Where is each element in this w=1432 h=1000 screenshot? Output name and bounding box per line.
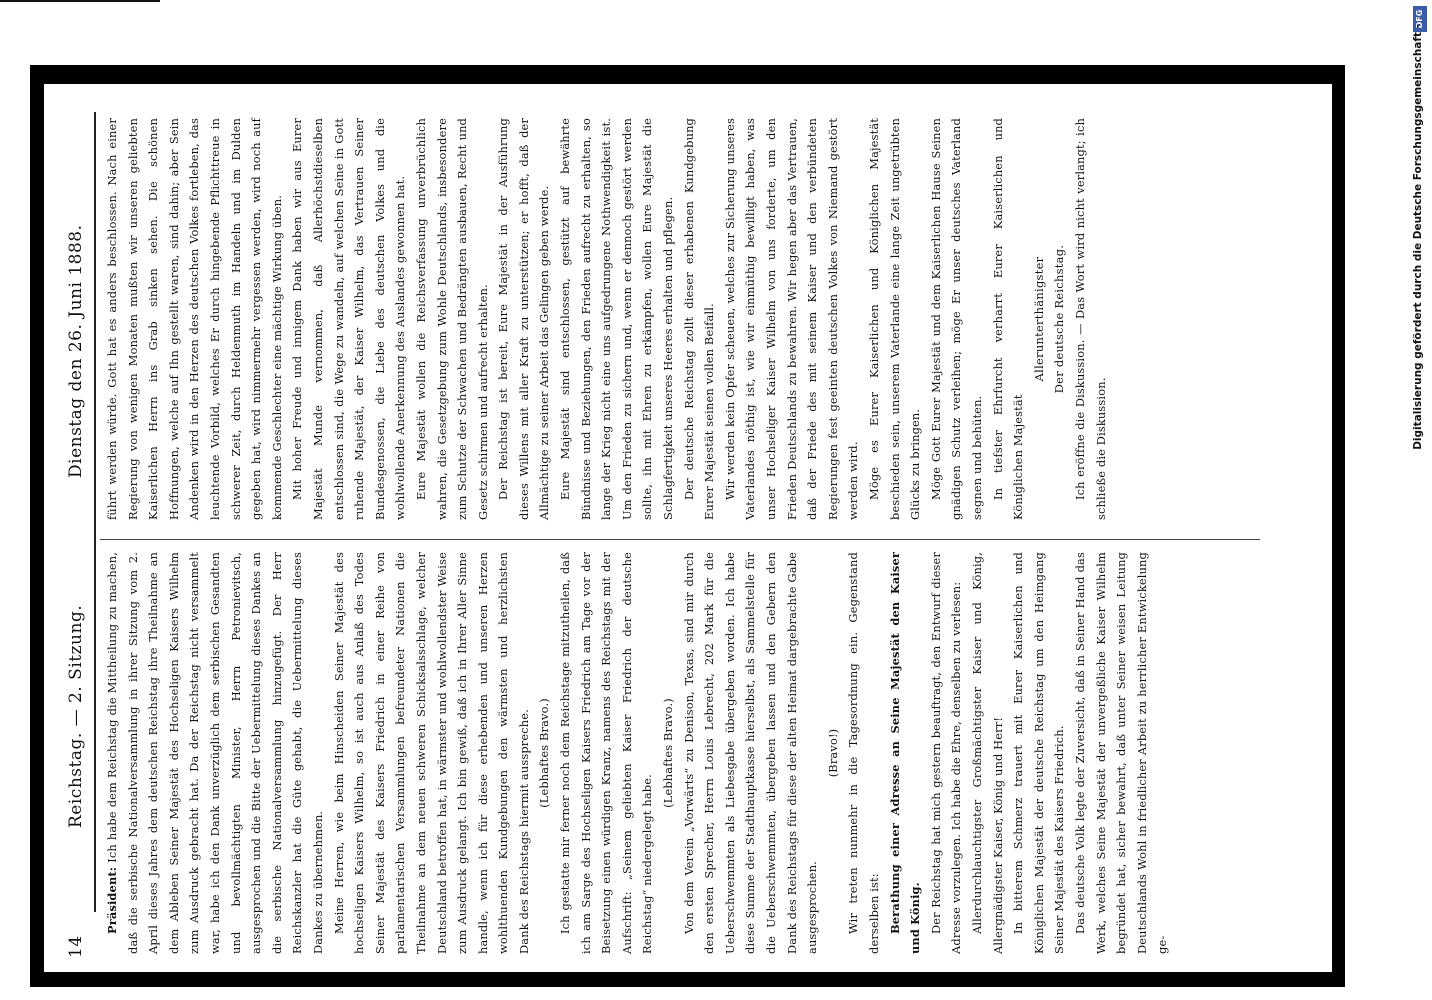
paragraph: Mit hoher Freude und innigem Dank haben wir aus Eurer Majestät Munde vernommen, daß Allerhöchstdieselben entschlossen sind, die Wege zu wandeln, auf welchen Seine in Gott ruhende Majestät, der Kaiser Wilhelm, das Vertrauen Seiner Bundesgenossen, die Liebe des deutschen Volkes und die wohlwollende Anerkennung des Auslandes gewonnen hat. — [290, 118, 408, 520]
paragraph: Der Reichstag ist bereit, Eure Majestät in der Ausführung dieses Willens mit aller Kraft zu unterstützen; er hofft, daß der Allmächtige zu seiner Arbeit das Gelingen geben werde. — [496, 118, 552, 520]
agenda-item: Berathung einer Adresse an Seine Majestät den Kaiser und König. — [887, 552, 923, 954]
speaker-label: Präsident: — [105, 866, 119, 934]
address-salutation: Allerdurchlauchtigster Großmächtigster Kaiser und König, Allergnädigster Kaiser, König und Herr! — [969, 552, 1005, 954]
remark: (Lebhaftes Bravo.) — [537, 698, 552, 808]
paragraph: Wir werden kein Opfer scheuen, welches zur Sicherung unseres Vaterlandes nöthig ist, wie wir einmüthig bewilligt haben, was unser Hochseliger Kaiser Wilhelm von uns forderte, um den Frieden Deutschlands zu bewahren. Wir hegen aber das Vertrauen, daß der Friede des mit seinem Kaiser und den verbündeten Regierungen fest geeinten deutschen Volkes von Niemand gestört werden wird. — [722, 118, 861, 520]
paragraph: Möge es Eurer Kaiserlichen und Königlichen Majestät beschieden sein, unserem Vaterlande eine lange Zeit ungetrübten Glücks zu bringen. — [866, 118, 923, 520]
dfg-logo-text: DFG — [1415, 9, 1424, 29]
header-session-title: Reichstag. — 2. Sitzung. — [66, 604, 86, 828]
left-column — [102, 552, 1173, 954]
paragraph: führt werden würde. Gott hat es anders beschlossen. Nach einer Regierung von wenigen Monaten mußten wir unseren geliebten Kaiserlichen Herrn ins Grab sinken sehen. Die schönen Hoffnungen, welche auf Ihn gestellt waren, sind dahin; aber Sein Andenken wird in den Herzen des deutschen Volkes fortleben, das leuchtende Vorbild, welches Er durch hingebende Pflichttreue in schwerer Zeit, durch Heldenmuth im Handeln und im Dulden gegeben hat, wird nimmermehr vergessen werden, wird noch auf kommende Geschlechter eine mächtige Wirkung üben. — [105, 118, 284, 520]
digitization-credit — [1410, 24, 1428, 724]
closing-formula: In tiefster Ehrfurcht verharrt Eurer Kaiserlichen und Königlichen Majestät — [990, 118, 1026, 520]
header-rule — [94, 112, 96, 912]
paragraph: Möge Gott Eurer Majestät und dem Kaiserlichen Hause Seinen gnädigen Schutz verleihen; möge Er unser deutsches Vaterland segnen und behüten. — [928, 118, 984, 520]
paragraph-text: Ich habe dem Reichstag die Mittheilung zu machen, daß die serbische Nationalversammlung in ihrer Sitzung vom 2. April dieses Jahres dem deutschen Reichstag ihre Theilnahme an dem Ableben Seiner Majestät des Hochseligen Kaisers Wilhelm zum Ausdruck gebracht hat. Da der Reichstag nicht versammelt war, habe ich den Dank unverzüglich dem serbischen Gesandten und bevollmächtigten Minister, Herrn Petronievitsch, ausgesprochen und die Bitte der Uebermittelung dieses Dankes an die serbische Nationalversammlung hinzugefügt. Der Herr Reichskanzler hat die Güte gehabt, die Uebermittelung dieses Dankes zu übernehmen. — [105, 552, 325, 954]
signature-line: Allerunterthänigster — [1031, 256, 1046, 382]
paragraph — [102, 552, 329, 954]
remark: (Lebhaftes Bravo.) — [661, 698, 676, 808]
page-number: 14 — [66, 935, 86, 958]
signature-line: Der deutsche Reichstag. — [1052, 244, 1067, 394]
paragraph: Von dem Verein „Vorwärts“ zu Denison, Texas, sind mir durch den ersten Sprecher, Herrn Louis Lebrecht, 202 Mark für die Ueberschwemmten als Liebesgabe übergeben worden. Ich habe diese Summe der Stadthauptkasse hierselbst, als Sammelstelle für die Ueberschwemmten, übergeben lassen und den Gebern den Dank des Reichstags für diese der alten Heimat dargebrachte Gabe ausgesprochen. — [681, 552, 820, 954]
header-date: Dienstag den 26. Juni 1888. — [66, 224, 86, 478]
paragraph: Eure Majestät wollen die Reichsverfassung unverbrüchlich wahren, die Gesetzgebung zum Wohle Deutschlands, insbesondere zum Schutze der Schwachen und Bedrängten ausbauen, Recht und Gesetz schirmen und aufrecht erhalten. — [413, 118, 490, 520]
paragraph: Der Reichstag hat mich gestern beauftragt, den Entwurf dieser Adresse vorzulegen. Ich habe die Ehre, denselben zu verlesen: — [928, 552, 964, 954]
right-column — [102, 118, 1111, 520]
paragraph: Das deutsche Volk legte der Zuversicht, daß in Seiner Hand das Werk, welches Seine Majestät der unvergeßliche Kaiser Wilhelm begründet hat, sicher bewahrt, daß unter Seiner weisen Leitung Deutschlands Wohl in friedlicher Arbeit zu herrlicher Entwickelung ge- — [1072, 552, 1170, 954]
digitization-credit-text: Digitalisierung gefördert durch die Deutsche Forschungsgemeinschaft - — [1412, 24, 1424, 450]
rotated-page-content — [44, 84, 1332, 972]
paragraph: Ich gestatte mir ferner noch dem Reichstage mitzutheilen, daß ich am Sarge des Hochseligen Kaisers Friedrich am Tage vor der Beisetzung einen würdigen Kranz, namens des Reichstags mit der Aufschrift: „Seinem geliebten Kaiser Friedrich der deutsche Reichstag“ niedergelegt habe. — [558, 552, 655, 954]
paragraph: Ich eröffne die Diskussion. — Das Wort wird nicht verlangt; ich schließe die Diskussion. — [1072, 118, 1108, 520]
column-divider — [100, 539, 1260, 540]
paragraph: Meine Herren, wie beim Hinscheiden Seiner Majestät des hochseligen Kaisers Wilhelm, so ist auch aus Anlaß des Todes Seiner Majestät des Kaisers Friedrich in einer Reihe von parlamentarischen Versammlungen befreundeter Nationen die Theilnahme an dem neuen schweren Schicksalsschlage, welcher Deutschland betroffen hat, in wärmster und wohlwollendster Weise zum Ausdruck gelangt. Ich bin gewiß, daß ich in Ihrer Aller Sinne handle, wenn ich für diese erhebenden und unseren Herzen wohlthuenden Kundgebungen den wärmsten und herzlichsten Dank des Reichstags hiermit ausspreche. — [331, 552, 531, 954]
paragraph: In bitterem Schmerz trauert mit Eurer Kaiserlichen und Königlichen Majestät der deutsche Reichstag um den Heimgang Seiner Majestät des Kaisers Friedrich. — [1011, 552, 1067, 954]
paragraph: Der deutsche Reichstag zollt dieser erhabenen Kundgebung Eurer Majestät seinen vollen Beifall. — [681, 118, 717, 520]
running-header — [66, 98, 94, 958]
remark: (Bravo!) — [825, 728, 840, 778]
document-page — [44, 84, 1332, 972]
paragraph: Eure Majestät sind entschlossen, gestützt auf bewährte Bündnisse und Beziehungen, den Frieden aufrecht zu erhalten, so lange der Krieg nicht eine uns aufgedrungene Nothwendigkeit ist. Um den Frieden zu sichern und, wenn er dennoch gestört werden sollte, ihn mit Ehren zu erkämpfen, wollen Eure Majestät die Schlagfertigkeit unseres Heeres erhalten und pflegen. — [558, 118, 676, 520]
paragraph: Wir treten nunmehr in die Tagesordnung ein. Gegenstand derselben ist: — [846, 552, 881, 954]
top-edge-rule — [0, 0, 160, 2]
